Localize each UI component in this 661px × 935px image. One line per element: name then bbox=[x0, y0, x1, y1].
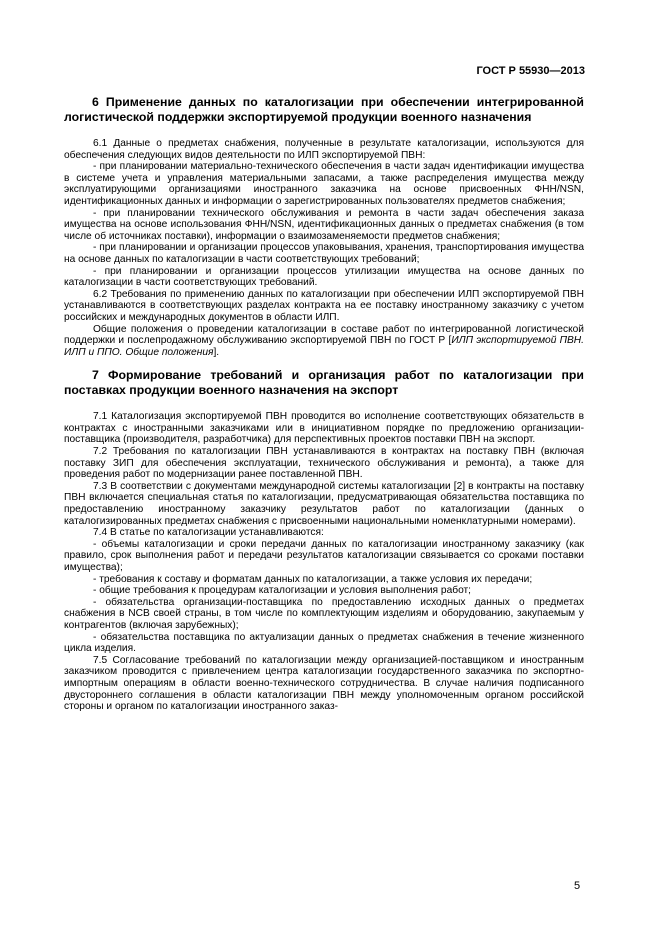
list-item: - общие требования к процедурам каталогизации и условия выполнения работ; bbox=[93, 585, 472, 597]
list-item: - при планировании и организации процессов упаковывания, хранения, транспортирования имущества на основе данных по каталогизации в части соответствующих требований; bbox=[64, 242, 584, 265]
section-7 bbox=[64, 368, 584, 712]
paragraph: 7.3 В соответствии с документами международной системы каталогизации [2] в контракты на поставку ПВН включается специальная статья по каталогизации, предусматривающая обязательства поставщика по предоставлению иностранному заказчику результатов работ по каталогизации (данных о каталогизированных предметах снабжения с присвоенными национальными номенклатурными номерами). bbox=[64, 480, 584, 527]
list-item: - обязательства поставщика по актуализации данных о предметах снабжения в течение жизненного цикла изделия. bbox=[64, 631, 584, 655]
paragraph bbox=[64, 324, 584, 359]
paragraph: 6.1 Данные о предметах снабжения, полученные в результате каталогизации, используются для обеспечения следующих видов деятельности по ИЛП экспортируемой ПВН: bbox=[64, 138, 584, 161]
list-item: - объемы каталогизации и сроки передачи данных по каталогизации иностранному заказчику (как правило, срок выполнения работ и передачи результатов каталогизации связывается со сроками поставки имущества); bbox=[64, 538, 584, 573]
list-item: - требования к составу и форматам данных по каталогизации, а также условия их передачи; bbox=[93, 573, 533, 585]
section-heading: 6 Применение данных по каталогизации при обеспечении интегрированной логистической поддержки экспортируемой продукции военного назначения bbox=[64, 95, 584, 124]
paragraph: 6.2 Требования по применению данных по каталогизации при обеспечении ИЛП экспортируемой ПВН устанавливаются в соответствующих разделах контракта на ее поставку иностранному заказчику с учетом российских и международных документов в области ИЛП. bbox=[64, 288, 584, 323]
section-text bbox=[64, 411, 584, 712]
document-reference: ИЛП экспортируемой ПВН. ИЛП и ППО. Общие положения bbox=[64, 335, 584, 358]
list-item: - при планировании материально-технического обеспечения в части задач идентификации имущества в системе учета и управления материальными запасами, а также распределения имущества между эксплуатирующими организациями иностранного заказчика на основе присвоенных ФНН/NSN, идентификационных данных и информации о зарегистрированных пользователях предметов снабжения; bbox=[64, 161, 584, 207]
section-6 bbox=[64, 95, 584, 358]
paragraph: 7.5 Согласование требований по каталогизации между организацией-поставщиком и иностранным заказчиком проводится с привлечением центра каталогизации государственного заказчика по экспортно-импортным операциям в области военно-технического сотрудничества. В случае наличия подписанного двустороннего соглашения в области каталогизации ПВН между уполномоченным органом российской стороны и органом по каталогизации иностранного заказ- bbox=[64, 654, 584, 713]
paragraph: 7.2 Требования по каталогизации ПВН устанавливаются в контрактах на поставку ПВН (включая поставку ЗИП для обеспечения эксплуатации, технического обслуживания и ремонта), а также для проведения работ по модернизации ранее поставленной ПВН. bbox=[64, 446, 584, 481]
page-number: 5 bbox=[574, 880, 581, 892]
list-item: - при планировании технического обслуживания и ремонта в части задач обеспечения заказа имущества на основе использования ФНН/NSN, идентификационных данных о предметах снабжения (в том числе об источниках поставки), информации о взаимозаменяемости предметов снабжения; bbox=[64, 207, 584, 242]
section-text bbox=[64, 138, 584, 358]
paragraph: 7.1 Каталогизация экспортируемой ПВН проводится во исполнение соответствующих обязательств в контрактах с иностранными заказчиками или в инициативном порядке по предложению организации-поставщика (производителя, разработчика) для перспективных проектов поставки ПВН на экспорт. bbox=[64, 411, 584, 446]
paragraph-end: ]. bbox=[213, 346, 220, 358]
paragraph: 7.4 В статье по каталогизации устанавливаются: bbox=[93, 527, 324, 539]
list-item: - при планировании и организации процессов утилизации имущества на основе данных по каталогизации в части соответствующих требований. bbox=[64, 265, 584, 289]
page-body bbox=[64, 95, 584, 713]
paragraph-text: Общие положения о проведении каталогизации в составе работ по интегрированной логистической поддержки и послепродажному обслуживанию экспортируемой ПВН по ГОСТ Р [ bbox=[64, 323, 584, 347]
standard-id: ГОСТ Р 55930—2013 bbox=[476, 65, 585, 77]
section-heading: 7 Формирование требований и организация работ по каталогизации при поставках продукции военного назначения на экспорт bbox=[64, 368, 584, 398]
list-item: - обязательства организации-поставщика по предоставлению исходных данных о предметах снабжения в NCB своей страны, в том числе по комплектующим изделиям и оборудованию, закупаемым у контрагентов (включая зарубежных); bbox=[64, 596, 584, 631]
